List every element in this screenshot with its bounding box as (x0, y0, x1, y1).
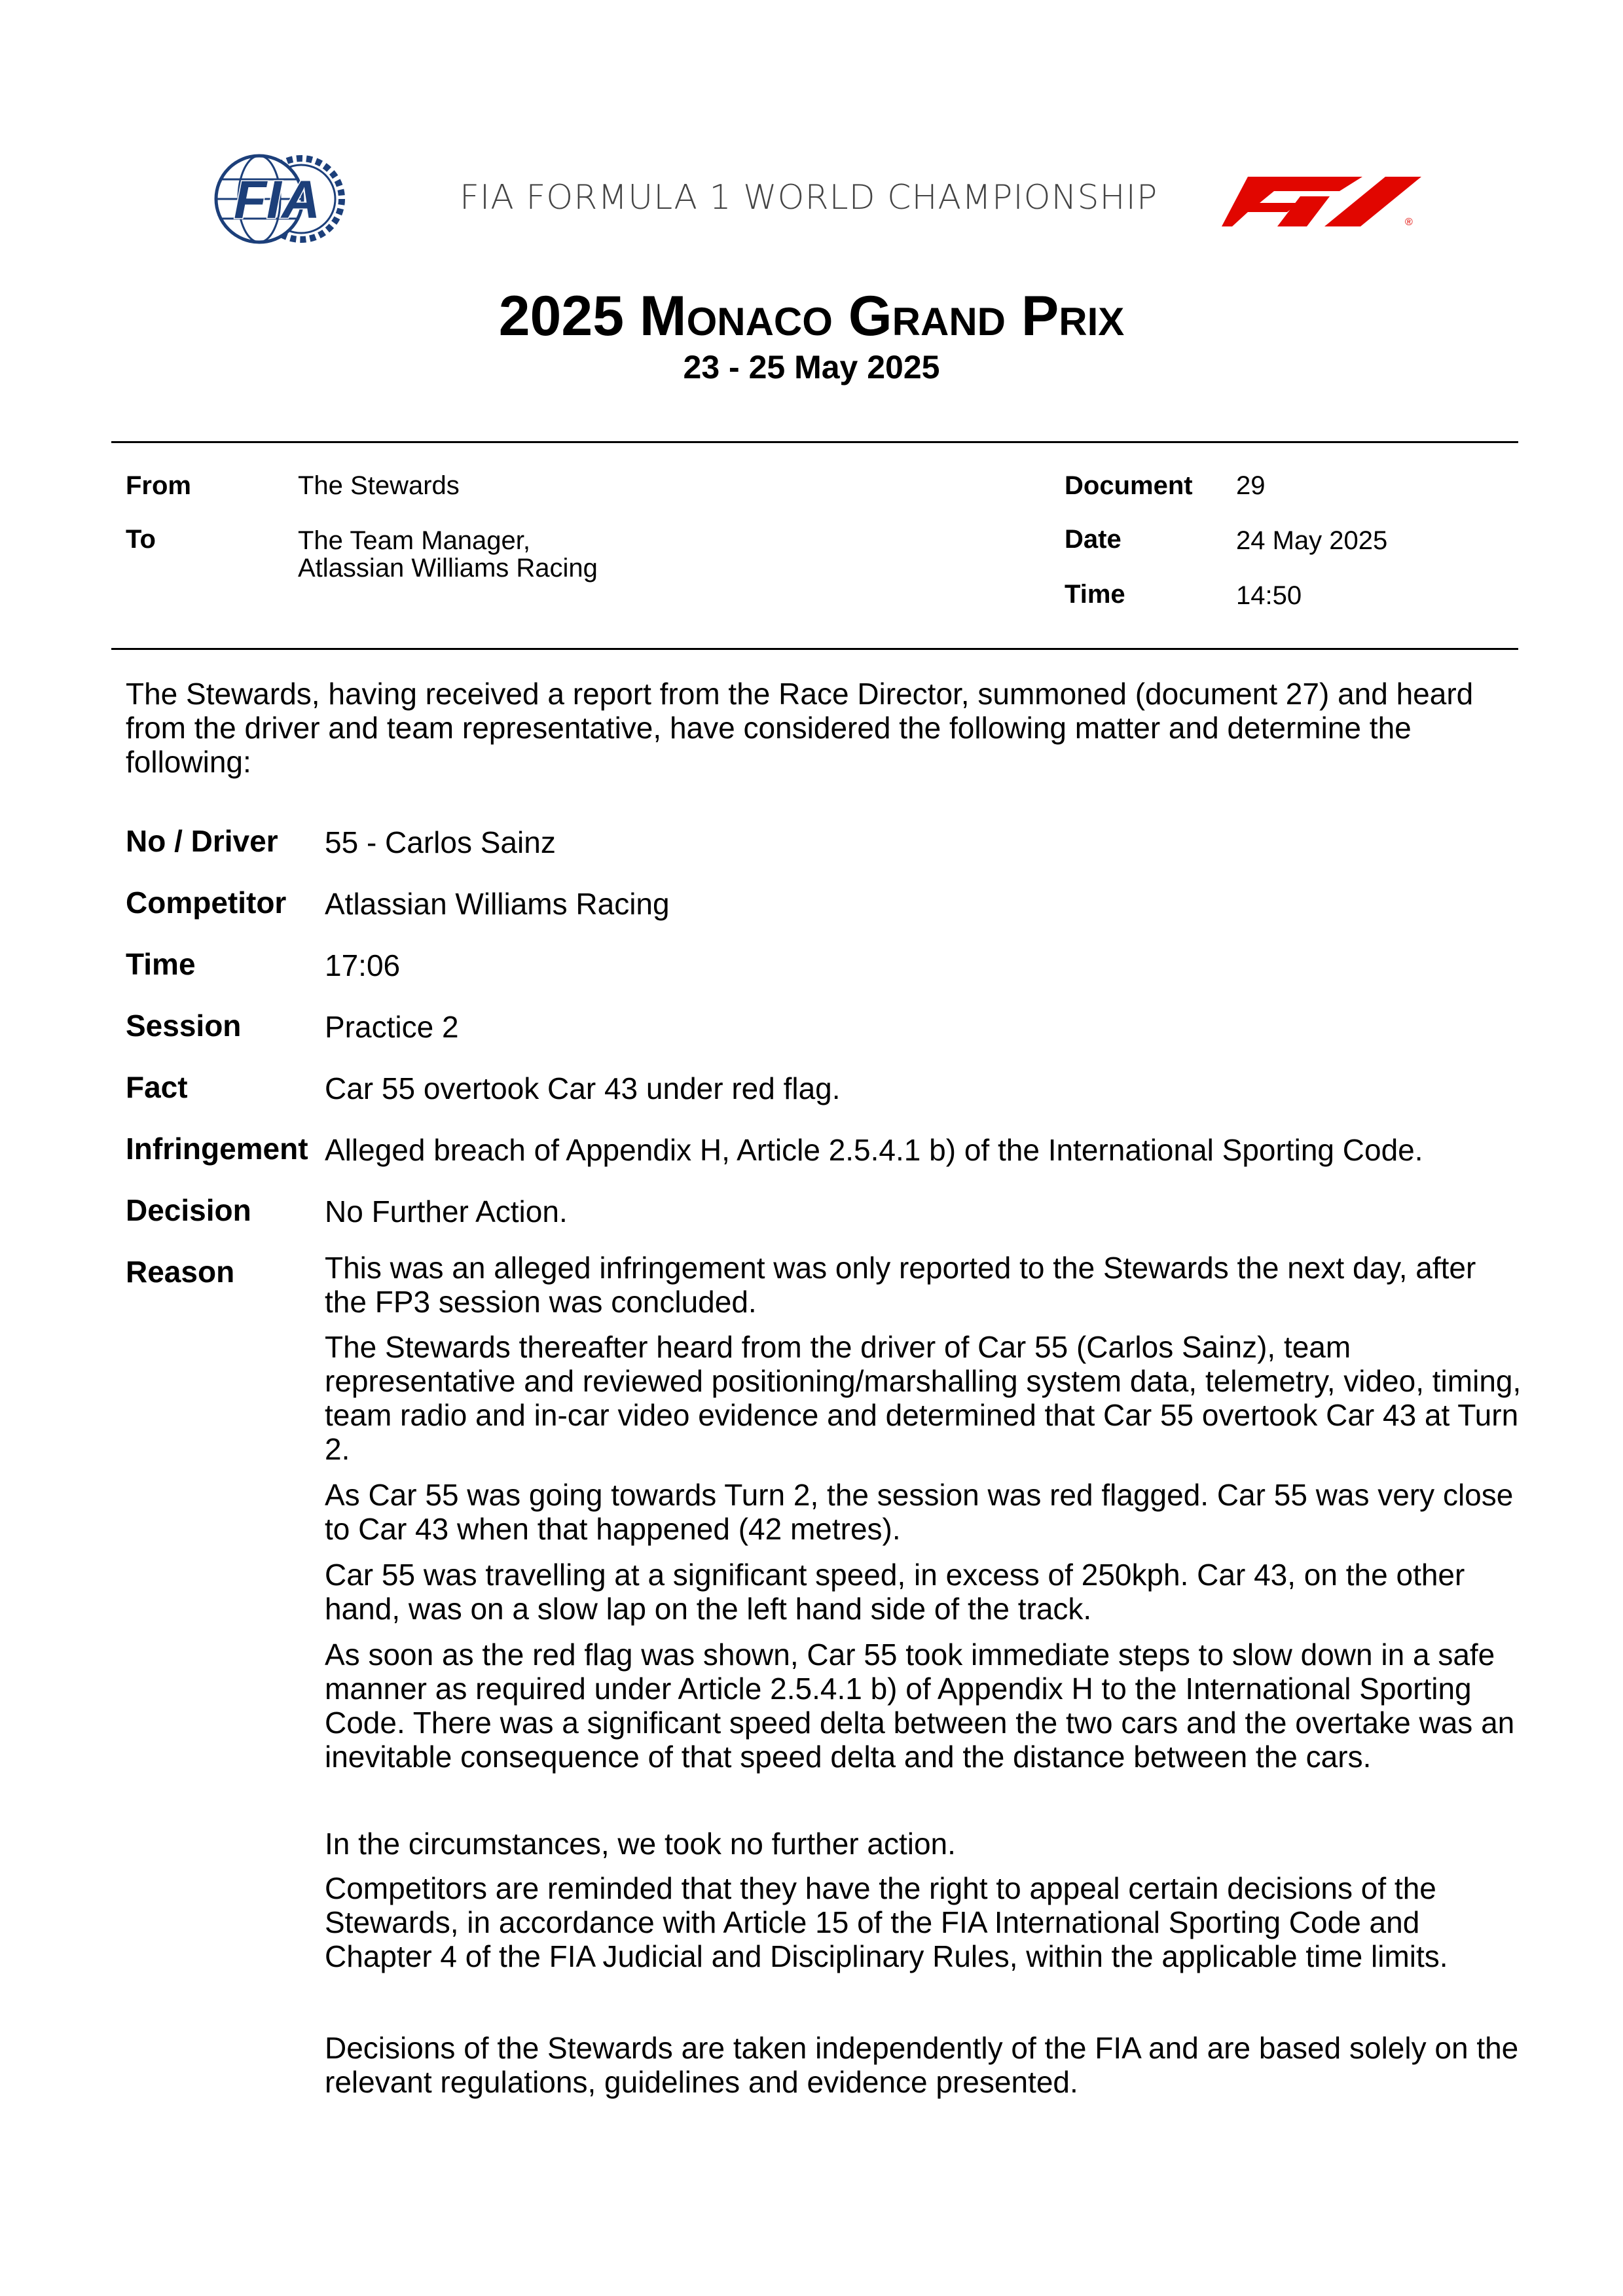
decision-label: Decision (126, 1193, 251, 1227)
event-title: 2025 Monaco Grand Prix (498, 285, 1125, 348)
reason-paragraph: As Car 55 was going towards Turn 2, the session was red flagged. Car 55 was very close to Car 43 when that happened (42 metres). (325, 1478, 1514, 1546)
decision-value: No Further Action. (325, 1194, 568, 1229)
fia-logo (208, 152, 346, 246)
to-value-line1: The Team Manager, (298, 526, 531, 555)
incident-time-label: Time (126, 947, 196, 981)
session-label: Session (126, 1009, 242, 1043)
infringement-label: Infringement (126, 1132, 308, 1166)
fact-label: Fact (126, 1070, 188, 1104)
from-value: The Stewards (298, 471, 460, 500)
fact-value: Car 55 overtook Car 43 under red flag. (325, 1071, 841, 1105)
reason-paragraph: The Stewards thereafter heard from the driver of Car 55 (Carlos Sainz), team representative and reviewed positioning/marshalling system data, telemetry, video, timing, team radio and in-car video evidence and determined that Car 55 overtook Car 43 at Turn 2. (325, 1330, 1522, 1466)
incident-time-value: 17:06 (325, 948, 401, 982)
top-divider (111, 441, 1518, 443)
to-value-line2: Atlassian Williams Racing (298, 554, 598, 583)
competitor-label: Competitor (126, 886, 287, 920)
intro-paragraph: The Stewards, having received a report from the Race Director, summoned (document 27) and heard from the driver and team representative, have considered the following matter and determine the following: (126, 677, 1474, 779)
svg-text:®: ® (1405, 217, 1413, 226)
time-value: 14:50 (1236, 581, 1302, 610)
appeal-notice: Competitors are reminded that they have the right to appeal certain decisions of the Stewards, in accordance with Article 15 of the FIA International Sporting Code and Chapter 4 of the FIA Judicial and Disciplinary Rules, within the applicable time limits. (325, 1871, 1448, 1973)
document-label: Document (1065, 471, 1193, 500)
session-value: Practice 2 (325, 1010, 459, 1044)
reason-paragraph: In the circumstances, we took no further action. (325, 1827, 956, 1861)
competitor-value: Atlassian Williams Racing (325, 887, 670, 921)
driver-label: No / Driver (126, 824, 278, 858)
driver-value: 55 - Carlos Sainz (325, 825, 556, 859)
time-label: Time (1065, 580, 1125, 609)
to-label: To (126, 525, 156, 554)
championship-title: FIA FORMULA 1 WORLD CHAMPIONSHIP (460, 178, 1158, 217)
fia-logo-text: FIA (233, 170, 321, 230)
f1-logo (1222, 171, 1425, 226)
reason-paragraph: As soon as the red flag was shown, Car 55 took immediate steps to slow down in a safe manner as required under Article 2.5.4.1 b) of Appendix H to the International Sporting Code. There was a significant speed delta between the two cars and the overtake was an inevitable consequence of that speed delta and the distance between the cars. (325, 1638, 1515, 1774)
reason-paragraph: This was an alleged infringement was only reported to the Stewards the next day, after the FP3 session was concluded. (325, 1251, 1476, 1319)
from-label: From (126, 471, 191, 500)
bottom-divider (111, 648, 1518, 650)
date-value: 24 May 2025 (1236, 526, 1388, 555)
infringement-value: Alleged breach of Appendix H, Article 2.5.4.1 b) of the International Sporting Code. (325, 1133, 1423, 1167)
independence-notice: Decisions of the Stewards are taken independently of the FIA and are based solely on the relevant regulations, guidelines and evidence presented. (325, 2031, 1519, 2099)
date-label: Date (1065, 525, 1122, 554)
document-value: 29 (1236, 471, 1266, 500)
reason-paragraph: Car 55 was travelling at a significant speed, in excess of 250kph. Car 43, on the other hand, was on a slow lap on the left hand side of the track. (325, 1558, 1465, 1626)
event-dates: 23 - 25 May 2025 (683, 349, 940, 386)
reason-label: Reason (126, 1255, 235, 1289)
